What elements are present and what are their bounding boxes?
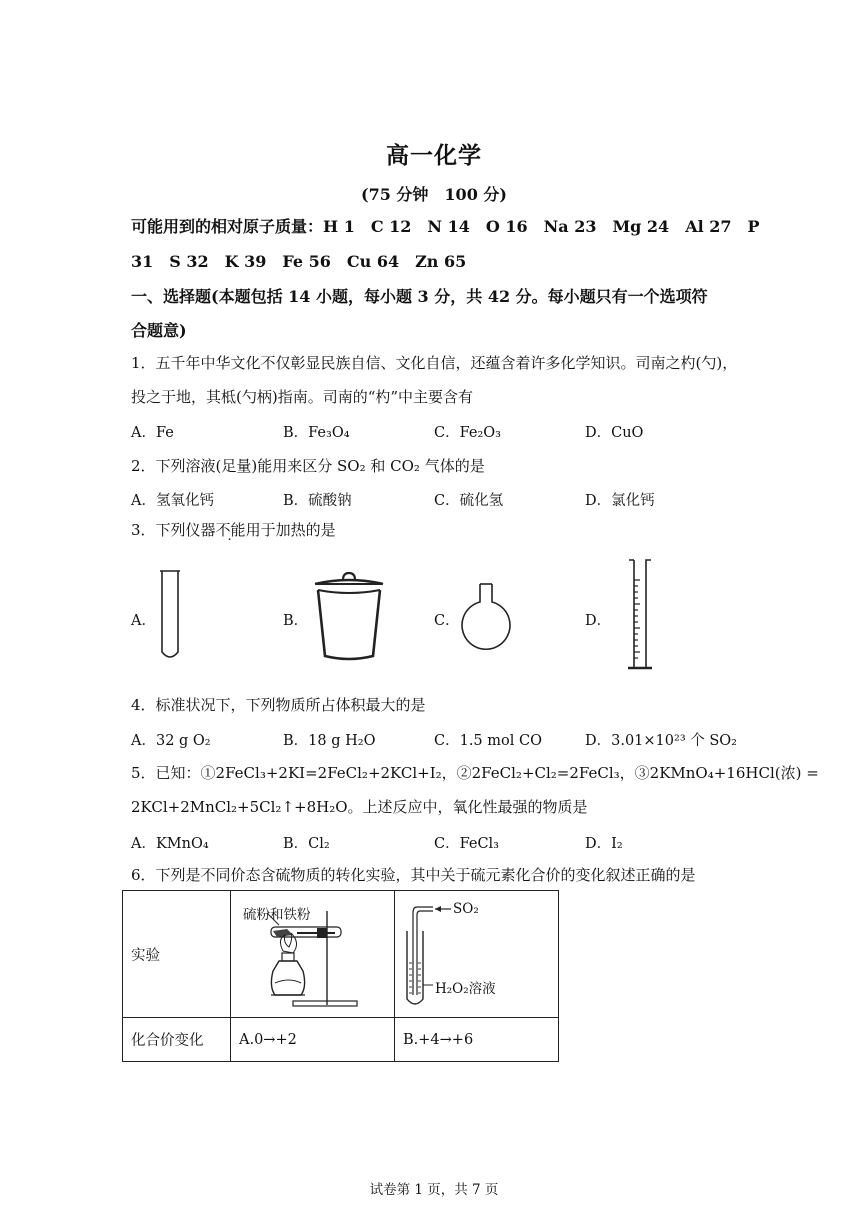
q5-option-c: C．FeCl₃ <box>434 836 499 852</box>
q2-option-c: C．硫化氢 <box>434 493 504 509</box>
graduated-cylinder-icon <box>620 556 656 678</box>
q3-label-c: C． <box>434 613 460 629</box>
q4-option-b: B．18 g H₂O <box>283 733 376 749</box>
page-subtitle: (75 分钟 100 分) <box>361 185 507 204</box>
q2-stem: 2．下列溶液(足量)能用来区分 SO₂ 和 CO₂ 气体的是 <box>131 457 485 475</box>
heating-apparatus-icon <box>231 891 394 1017</box>
q1-stem-line1: 1．五千年中华文化不仅彰显民族自信、文化自信，还蕴含着许多化学知识。司南之杓(勺)， <box>131 354 738 372</box>
q1-option-d: D．CuO <box>585 425 644 441</box>
page-title: 高一化学 <box>386 142 482 169</box>
q5-option-a: A．KMnO₄ <box>131 836 209 852</box>
q1-option-a: A．Fe <box>131 425 174 441</box>
q6-figure-a <box>231 891 395 1018</box>
q2-option-b: B．硫酸钠 <box>283 493 352 509</box>
gas-into-solution-icon <box>395 891 558 1017</box>
q6-table <box>122 890 559 1062</box>
q1-option-b: B．Fe₃O₄ <box>283 425 350 441</box>
q2-option-d: D．氯化钙 <box>585 493 655 509</box>
q1-stem-line2: 投之于地，其柢(勺柄)指南。司南的“杓”中主要含有 <box>131 388 474 406</box>
q5-option-b: B．Cl₂ <box>283 836 330 852</box>
q6-fig-a-label: 硫粉和铁粉 <box>243 907 311 923</box>
q6-row-label-experiment: 实验 <box>123 891 231 1018</box>
q4-option-a: A．32 g O₂ <box>131 733 211 749</box>
page-footer: 试卷第 1 页，共 7 页 <box>369 1182 499 1198</box>
q5-option-d: D．I₂ <box>585 836 623 852</box>
q4-option-c: C．1.5 mol CO <box>434 733 542 749</box>
section-heading-line2: 合题意) <box>131 321 187 340</box>
q6-figure-b <box>395 891 559 1018</box>
q5-stem-line2: 2KCl+2MnCl₂+5Cl₂↑+8H₂O。上述反应中，氧化性最强的物质是 <box>131 798 588 816</box>
q1-option-c: C．Fe₂O₃ <box>434 425 501 441</box>
q6-row-label-valence: 化合价变化 <box>123 1018 231 1062</box>
q3-label-a: A． <box>131 613 156 629</box>
q5-stem-line1: 5．已知：①2FeCl₃+2KI=2FeCl₂+2KCl+I₂，②2FeCl₂+Cl₂=2FeCl₃，③2KMnO₄+16HCl(浓) = <box>131 764 819 782</box>
atomic-masses-line2: 31 S 32 K 39 Fe 56 Cu 64 Zn 65 <box>131 252 467 271</box>
q3-emphasis: 不能 <box>215 521 246 539</box>
section-heading-line1: 一、选择题(本题包括 14 小题，每小题 3 分，共 42 分。每小题只有一个选项符 <box>131 287 708 306</box>
beaker-with-lid-icon <box>311 570 387 664</box>
q4-option-d: D．3.01×10²³ 个 SO₂ <box>585 733 737 749</box>
q6-fig-b-solution-label: H₂O₂溶液 <box>435 981 496 997</box>
atomic-masses-line1: 可能用到的相对原子质量：H 1 C 12 N 14 O 16 Na 23 Mg 24 Al 27 P <box>131 217 760 236</box>
q3-stem: 3．下列仪器不能用于加热的是 <box>131 521 336 539</box>
q4-stem: 4．标准状况下，下列物质所占体积最大的是 <box>131 696 426 714</box>
q3-label-d: D． <box>585 613 612 629</box>
q6-cell-b: B.+4→+6 <box>395 1018 559 1062</box>
test-tube-icon <box>158 568 182 664</box>
q6-cell-a: A.0→+2 <box>231 1018 395 1062</box>
round-bottom-flask-icon <box>459 582 513 652</box>
q6-stem: 6．下列是不同价态含硫物质的转化实验，其中关于硫元素化合价的变化叙述正确的是 <box>131 866 696 884</box>
q6-fig-b-gas-label: SO₂ <box>453 901 479 917</box>
q3-label-b: B． <box>283 613 309 629</box>
q2-option-a: A．氢氧化钙 <box>131 493 214 509</box>
